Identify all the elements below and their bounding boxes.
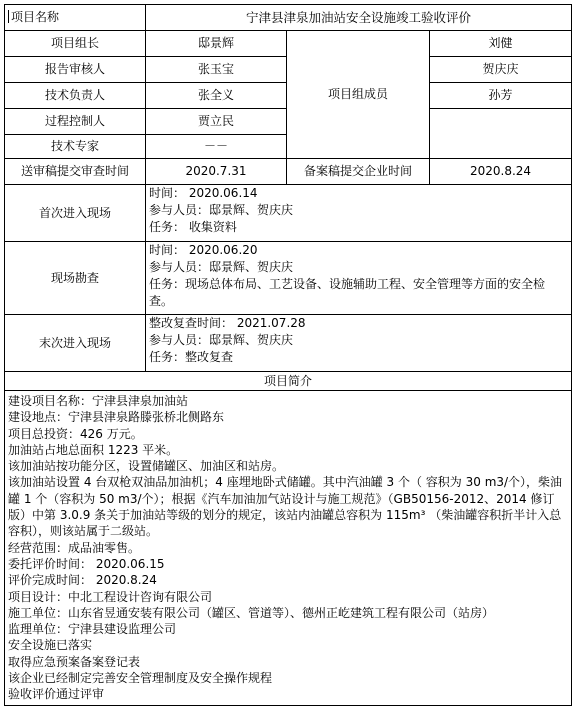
first-visit-time: 时间： 2020.06.14 xyxy=(149,186,258,200)
text-cursor xyxy=(8,10,9,23)
intro-line: 该企业已经制定完善安全管理制度及安全操作规程 xyxy=(8,671,273,686)
members-label: 项目组成员 xyxy=(287,31,430,159)
intro-line: 取得应急预案备案登记表 xyxy=(8,654,141,669)
intro-line: 建设地点：宁津县津泉路滕张桥北侧路东 xyxy=(8,410,225,425)
tech-lead-value: 张全义 xyxy=(146,83,287,109)
row-intro-heading xyxy=(5,372,572,391)
expert-label: 技术专家 xyxy=(5,135,146,159)
intro-line: 委托评价时间： 2020.06.15 xyxy=(8,556,165,571)
site-survey-people: 参与人员：邸景辉、贺庆庆 xyxy=(149,260,294,274)
last-visit-label: 末次进入现场 xyxy=(5,315,146,372)
site-survey-details xyxy=(146,242,572,315)
project-name-label-cell xyxy=(5,5,146,31)
intro-line: 加油站占地总面积 1223 平米。 xyxy=(8,442,179,457)
expert-value: －－ xyxy=(146,135,287,159)
last-visit-details xyxy=(146,315,572,372)
row-intro-body xyxy=(5,391,572,706)
intro-line: 评价完成时间： 2020.8.24 xyxy=(8,573,157,588)
first-visit-people: 参与人员：邸景辉、贺庆庆 xyxy=(149,203,294,217)
row-site-survey xyxy=(5,242,572,315)
member-empty-cell xyxy=(430,109,572,159)
intro-line: 该加油站设置 4 台双枪双油品加油机；4 座埋地卧式储罐。其中汽油罐 3 个（ 容积为 30 m3/个），柴油罐 1 个（容积为 50 m3/个）；根据《汽车加油加气站设计与施工规范》（GB50156-2012、2014 修订版）中第 3.0.9 条关于加油站等级的划分的规定，该站内油罐总容积为 115m³ （柴油罐容积折半计入总容积），则该站属于二级站。 xyxy=(8,475,563,539)
reviewer-value: 张玉宝 xyxy=(146,57,287,83)
intro-line: 监理单位：宁津县建设监理公司 xyxy=(8,622,177,637)
member-1: 刘健 xyxy=(430,31,572,57)
intro-line: 经营范围：成品油零售。 xyxy=(8,540,141,555)
intro-line: 该加油站按功能分区，设置储罐区、加油区和站房。 xyxy=(8,459,285,474)
intro-line: 项目设计：中北工程设计咨询有限公司 xyxy=(8,589,213,604)
leader-value: 邸景辉 xyxy=(146,31,287,57)
intro-line: 安全设施已落实 xyxy=(8,638,93,653)
submit-filing-date: 2020.8.24 xyxy=(430,159,572,185)
intro-heading: 项目简介 xyxy=(5,372,572,391)
last-visit-time: 整改复查时间： 2021.07.28 xyxy=(149,316,306,330)
site-survey-time: 时间： 2020.06.20 xyxy=(149,243,258,257)
project-name: 宁津县津泉加油站安全设施竣工验收评价 xyxy=(146,5,572,31)
member-3: 孙芳 xyxy=(430,83,572,109)
process-ctrl-label: 过程控制人 xyxy=(5,109,146,135)
intro-line: 项目总投资：426 万元。 xyxy=(8,426,143,441)
reviewer-label: 报告审核人 xyxy=(5,57,146,83)
first-visit-task: 任务： 收集资料 xyxy=(149,220,237,234)
last-visit-people: 参与人员：邸景辉、贺庆庆 xyxy=(149,333,294,347)
process-ctrl-value: 贾立民 xyxy=(146,109,287,135)
first-visit-details xyxy=(146,185,572,242)
intro-line: 施工单位：山东省昱通安装有限公司（罐区、管道等）、德州正屹建筑工程有限公司（站房） xyxy=(8,605,495,620)
submit-review-date: 2020.7.31 xyxy=(146,159,287,185)
submit-review-label: 送审稿提交审查时间 xyxy=(5,159,146,185)
submit-filing-label: 备案稿提交企业时间 xyxy=(287,159,430,185)
site-survey-task: 任务：现场总体布局、工艺设备、设施辅助工程、安全管理等方面的安全检查。 xyxy=(149,277,546,308)
first-visit-label: 首次进入现场 xyxy=(5,185,146,242)
intro-line: 验收评价通过评审 xyxy=(8,687,105,702)
last-visit-task: 任务：整改复查 xyxy=(149,350,234,364)
intro-body xyxy=(5,391,572,706)
project-name-label: 项目名称 xyxy=(11,10,60,24)
row-leader xyxy=(5,31,572,57)
tech-lead-label: 技术负责人 xyxy=(5,83,146,109)
member-2: 贺庆庆 xyxy=(430,57,572,83)
intro-line: 建设项目名称：宁津县津泉加油站 xyxy=(8,394,189,408)
leader-label: 项目组长 xyxy=(5,31,146,57)
project-info-table xyxy=(4,4,572,706)
row-project-name xyxy=(5,5,572,31)
row-last-visit xyxy=(5,315,572,372)
row-first-visit xyxy=(5,185,572,242)
site-survey-label: 现场勘查 xyxy=(5,242,146,315)
row-submission xyxy=(5,159,572,185)
